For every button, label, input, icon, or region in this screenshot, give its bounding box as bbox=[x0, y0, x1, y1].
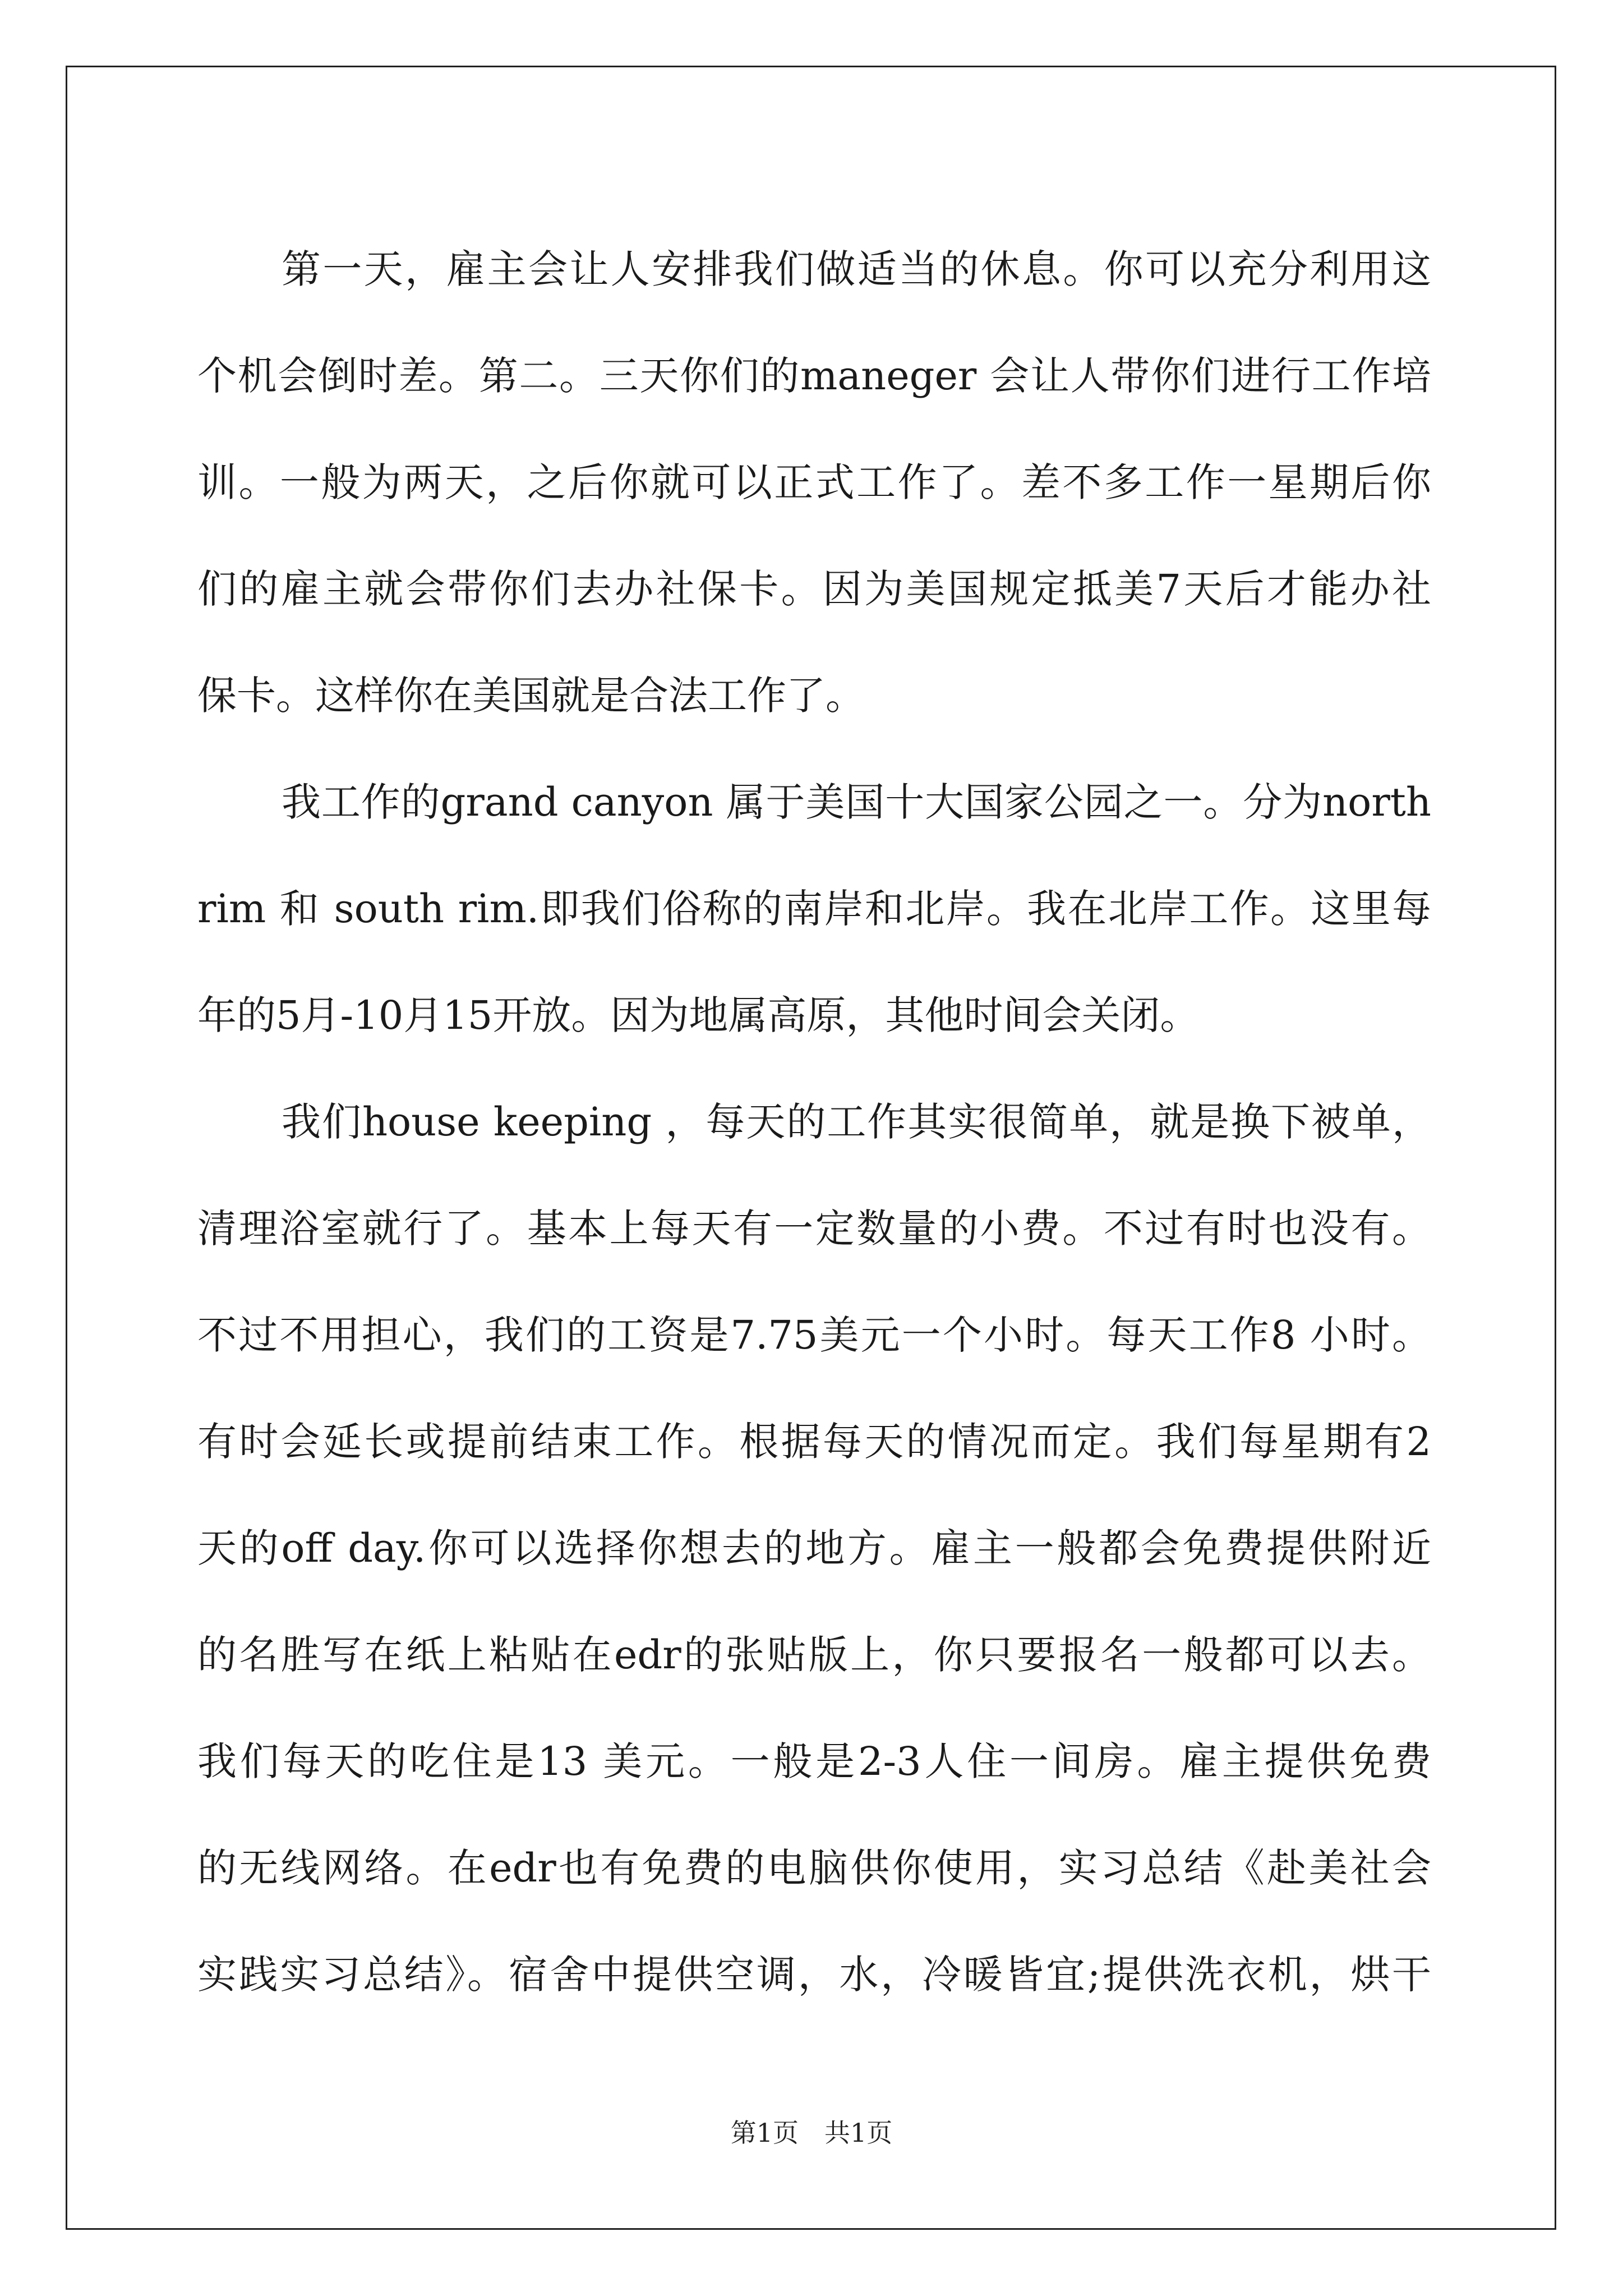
text-line: 个机会倒时差。第二。三天你们的maneger 会让人带你们进行工作培 bbox=[197, 353, 1431, 399]
page-number-footer: 第1页 共1页 bbox=[730, 2118, 893, 2148]
text-line: 保卡。这样你在美国就是合法工作了。 bbox=[197, 673, 865, 719]
document-body bbox=[197, 216, 1431, 2028]
text-line: 天的off day.你可以选择你想去的地方。雇主一般都会免费提供附近 bbox=[197, 1525, 1431, 1571]
paragraph-3 bbox=[197, 1069, 1431, 2028]
text-line: 我工作的grand canyon 属于美国十大国家公园之一。分为north bbox=[282, 779, 1431, 825]
text-line: 清理浴室就行了。基本上每天有一定数量的小费。不过有时也没有。 bbox=[197, 1205, 1431, 1251]
text-line: 的名胜写在纸上粘贴在edr的张贴版上，你只要报名一般都可以去。 bbox=[197, 1632, 1431, 1678]
paragraph-2 bbox=[197, 749, 1431, 1069]
text-line: 年的5月-10月15开放。因为地属高原，其他时间会关闭。 bbox=[197, 992, 1200, 1038]
text-line: 我们house keeping ，每天的工作其实很简单，就是换下被单， bbox=[282, 1099, 1431, 1145]
text-line: 训。一般为两天，之后你就可以正式工作了。差不多工作一星期后你 bbox=[197, 459, 1431, 505]
text-line: 第一天，雇主会让人安排我们做适当的休息。你可以充分利用这 bbox=[282, 246, 1431, 292]
text-line: 不过不用担心，我们的工资是7.75美元一个小时。每天工作8 小时。 bbox=[197, 1312, 1431, 1358]
paragraph-1 bbox=[197, 216, 1431, 749]
text-line: rim 和 south rim.即我们俗称的南岸和北岸。我在北岸工作。这里每 bbox=[197, 886, 1431, 932]
text-line: 们的雇主就会带你们去办社保卡。因为美国规定抵美7天后才能办社 bbox=[197, 566, 1431, 612]
text-line: 我们每天的吃住是13 美元。一般是2-3人住一间房。雇主提供免费 bbox=[197, 1738, 1431, 1784]
text-line: 的无线网络。在edr也有免费的电脑供你使用，实习总结《赴美社会 bbox=[197, 1845, 1431, 1891]
text-line: 实践实习总结》。宿舍中提供空调，水，冷暖皆宜;提供洗衣机，烘干 bbox=[197, 1952, 1431, 1998]
text-line: 有时会延长或提前结束工作。根据每天的情况而定。我们每星期有2 bbox=[197, 1419, 1431, 1465]
